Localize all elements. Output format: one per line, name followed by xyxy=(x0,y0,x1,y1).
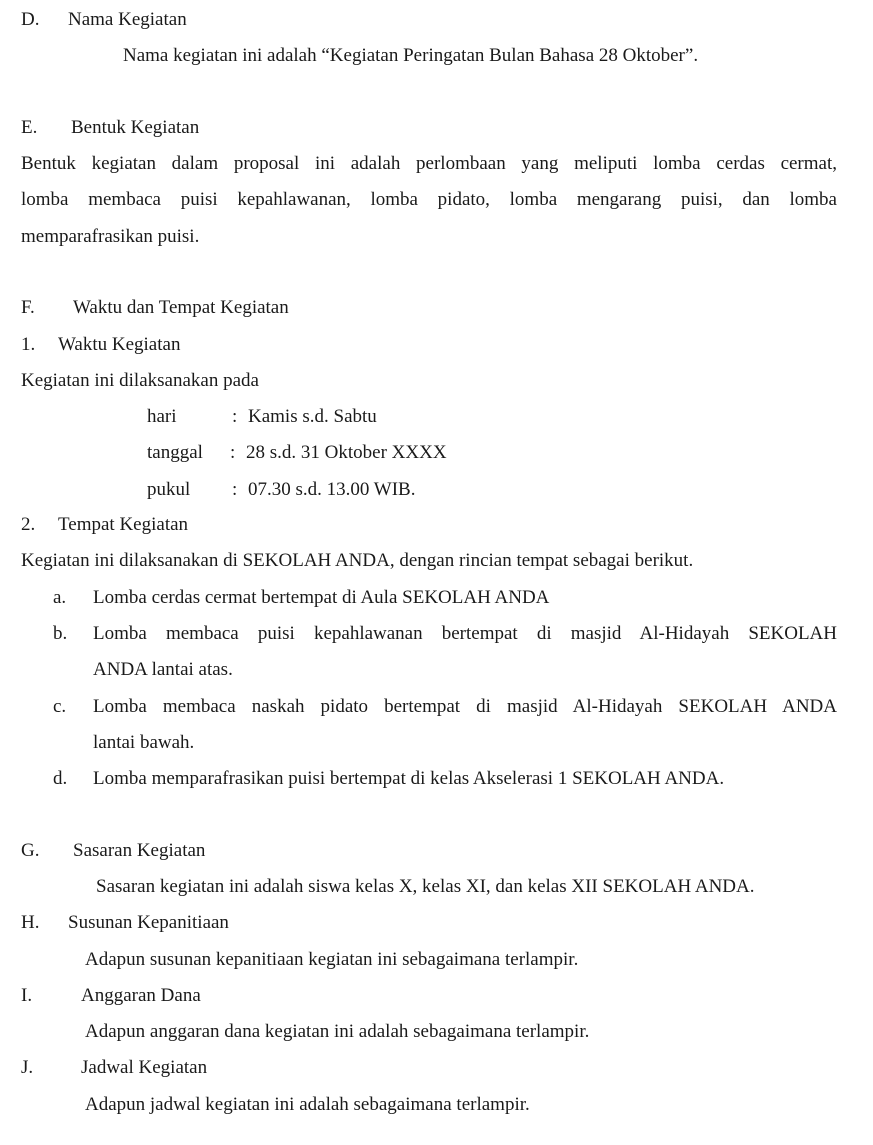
time-row-separator: : xyxy=(230,442,236,463)
section-e-body-line-2: lomba membaca puisi kepahlawanan, lomba pidato, lomba mengarang puisi, dan lomba xyxy=(21,189,837,210)
section-i-letter: I. xyxy=(21,985,33,1006)
section-h-title: Susunan Kepanitiaan xyxy=(68,912,229,933)
time-row-label: tanggal xyxy=(147,442,203,463)
section-h-body: Adapun susunan kepanitiaan kegiatan ini sebagaimana terlampir. xyxy=(85,949,579,970)
list-item-text-continued: ANDA lantai atas. xyxy=(93,659,233,680)
section-e-body-line-3: memparafrasikan puisi. xyxy=(21,226,200,247)
sub2-intro: Kegiatan ini dilaksanakan di SEKOLAH ANDA, dengan rincian tempat sebagai berikut. xyxy=(21,550,694,571)
list-item-marker: c. xyxy=(53,696,67,717)
section-f-letter: F. xyxy=(21,297,35,318)
section-f-title: Waktu dan Tempat Kegiatan xyxy=(73,297,289,318)
section-g-body: Sasaran kegiatan ini adalah siswa kelas X, kelas XI, dan kelas XII SEKOLAH ANDA. xyxy=(96,876,755,897)
list-item-marker: b. xyxy=(53,623,68,644)
list-item-text: Lomba memparafrasikan puisi bertempat di kelas Akselerasi 1 SEKOLAH ANDA. xyxy=(93,768,725,789)
list-item-marker: a. xyxy=(53,587,67,608)
section-d-title: Nama Kegiatan xyxy=(68,9,187,30)
list-item-text: Lomba membaca naskah pidato bertempat di masjid Al-Hidayah SEKOLAH ANDA xyxy=(93,696,837,717)
section-g-title: Sasaran Kegiatan xyxy=(73,840,206,861)
section-j-title: Jadwal Kegiatan xyxy=(81,1057,208,1078)
list-item-marker: d. xyxy=(53,768,68,789)
section-i-title: Anggaran Dana xyxy=(81,985,201,1006)
sub1-number: 1. xyxy=(21,334,36,355)
list-item-text-continued: lantai bawah. xyxy=(93,732,195,753)
time-row-label: hari xyxy=(147,406,177,427)
sub1-intro: Kegiatan ini dilaksanakan pada xyxy=(21,370,259,391)
section-i-body: Adapun anggaran dana kegiatan ini adalah sebagaimana terlampir. xyxy=(85,1021,590,1042)
section-g-letter: G. xyxy=(21,840,40,861)
section-d-letter: D. xyxy=(21,9,40,30)
sub1-title: Waktu Kegiatan xyxy=(58,334,181,355)
list-item-text: Lomba membaca puisi kepahlawanan bertempat di masjid Al-Hidayah SEKOLAH xyxy=(93,623,837,644)
section-d-body: Nama kegiatan ini adalah “Kegiatan Peringatan Bulan Bahasa 28 Oktober”. xyxy=(123,45,699,66)
section-j-letter: J. xyxy=(21,1057,34,1078)
list-item-text: Lomba cerdas cermat bertempat di Aula SEKOLAH ANDA xyxy=(93,587,550,608)
time-row-separator: : xyxy=(232,406,238,427)
time-row-value: Kamis s.d. Sabtu xyxy=(248,406,377,427)
time-row-value: 28 s.d. 31 Oktober XXXX xyxy=(246,442,447,463)
section-e-letter: E. xyxy=(21,117,38,138)
sub2-number: 2. xyxy=(21,514,36,535)
time-row-separator: : xyxy=(232,479,238,500)
time-row-value: 07.30 s.d. 13.00 WIB. xyxy=(248,479,416,500)
section-e-body-line-1: Bentuk kegiatan dalam proposal ini adalah perlombaan yang meliputi lomba cerdas cermat, xyxy=(21,153,837,174)
time-row-label: pukul xyxy=(147,479,191,500)
section-j-body: Adapun jadwal kegiatan ini adalah sebagaimana terlampir. xyxy=(85,1094,530,1115)
section-e-title: Bentuk Kegiatan xyxy=(71,117,200,138)
section-h-letter: H. xyxy=(21,912,40,933)
sub2-title: Tempat Kegiatan xyxy=(58,514,189,535)
